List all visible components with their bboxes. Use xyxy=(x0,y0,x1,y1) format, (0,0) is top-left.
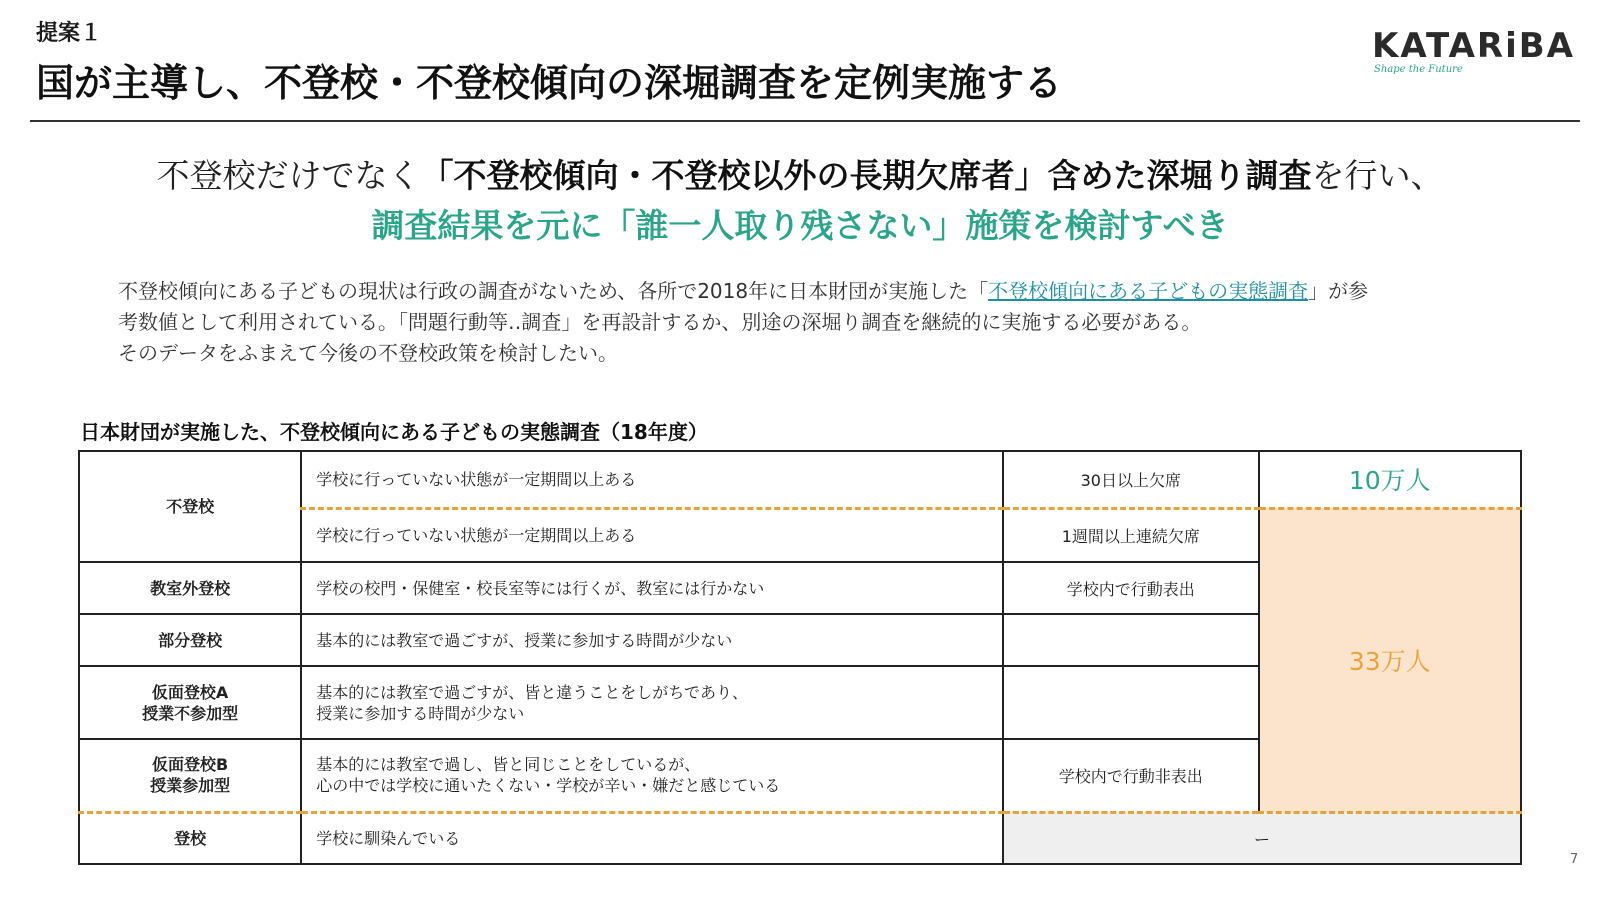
category-cell xyxy=(79,739,301,812)
body-paragraph xyxy=(118,276,1518,369)
description-cell: 学校の校門・保健室・校長室等には行くが、教室には行かない xyxy=(301,562,1003,614)
category-line: 授業参加型 xyxy=(150,776,231,796)
table-caption: 日本財団が実施した、不登校傾向にある子どもの実態調査（18年度） xyxy=(80,420,708,444)
headline-post: を行い、 xyxy=(1311,156,1444,195)
table-row xyxy=(79,812,1521,864)
category-cell: 不登校 xyxy=(79,451,301,562)
category-cell: 部分登校 xyxy=(79,614,301,666)
headline-bold: 「不登校傾向・不登校以外の長期欠席者」含めた深堀り調査 xyxy=(420,156,1312,195)
table-row xyxy=(79,451,1521,508)
logo-wordmark: KATARiBA xyxy=(1372,26,1575,66)
body-line-1-post: 」が参 xyxy=(1308,279,1369,303)
headline-pre: 不登校だけでなく xyxy=(156,156,421,195)
description-cell: 基本的には教室で過ごすが、授業に参加する時間が少ない xyxy=(301,614,1003,666)
page-title: 国が主導し、不登校・不登校傾向の深堀調査を定例実施する xyxy=(36,61,1063,105)
category-line: 授業不参加型 xyxy=(142,703,239,723)
title-divider xyxy=(30,120,1580,122)
body-line-1 xyxy=(118,276,1518,307)
description-cell xyxy=(301,666,1003,739)
criterion-cell-merged: ー xyxy=(1003,812,1521,864)
criterion-cell xyxy=(1003,666,1258,739)
description-line: 基本的には教室で過ごすが、皆と違うことをしがちであり、 xyxy=(316,682,749,702)
category-cell: 教室外登校 xyxy=(79,562,301,614)
page-number: 7 xyxy=(1570,852,1579,867)
criterion-cell: 30日以上欠席 xyxy=(1003,451,1258,508)
body-line-2: 考数値として利用されている。「問題行動等‥調査」を再設計するか、別途の深堀り調査を継続的に実施する必要がある。 xyxy=(118,310,1202,334)
criterion-cell: 学校内で行動非表出 xyxy=(1003,739,1258,812)
body-line-1-pre: 不登校傾向にある子どもの現状は行政の調査がないため、各所で2018年に日本財団が実施した「 xyxy=(118,279,989,303)
body-line-3: そのデータをふまえて今後の不登校政策を検討したい。 xyxy=(118,341,618,365)
description-cell: 学校に行っていない状態が一定期間以上ある xyxy=(301,508,1003,562)
headline-line-2: 調査結果を元に「誰一人取り残さない」施策を検討すべき xyxy=(371,206,1229,245)
category-cell xyxy=(79,666,301,739)
logo-tagline: Shape the Future xyxy=(1374,64,1463,75)
headline-line-1 xyxy=(0,150,1600,197)
katariba-logo xyxy=(1372,26,1575,86)
count-cell-10man: 10万人 xyxy=(1259,451,1521,508)
survey-link[interactable]: 不登校傾向にある子どもの実態調査 xyxy=(988,279,1309,303)
description-cell xyxy=(301,739,1003,812)
survey-table xyxy=(78,450,1522,865)
proposal-label: 提案１ xyxy=(36,21,103,46)
criterion-cell xyxy=(1003,614,1258,666)
description-cell: 学校に行っていない状態が一定期間以上ある xyxy=(301,451,1003,508)
criterion-cell: 学校内で行動表出 xyxy=(1003,562,1258,614)
category-line: 仮面登校B xyxy=(152,755,229,775)
category-line: 仮面登校A xyxy=(151,682,229,702)
category-cell: 登校 xyxy=(79,812,301,864)
description-cell: 学校に馴染んでいる xyxy=(301,812,1003,864)
criterion-cell: 1週間以上連続欠席 xyxy=(1003,508,1258,562)
description-line: 基本的には教室で過し、皆と同じことをしているが、 xyxy=(316,755,701,775)
description-line: 授業に参加する時間が少ない xyxy=(316,703,525,723)
count-cell-33man: 33万人 xyxy=(1259,508,1521,812)
description-line: 心の中では学校に通いたくない・学校が辛い・嫌だと感じている xyxy=(316,776,781,796)
